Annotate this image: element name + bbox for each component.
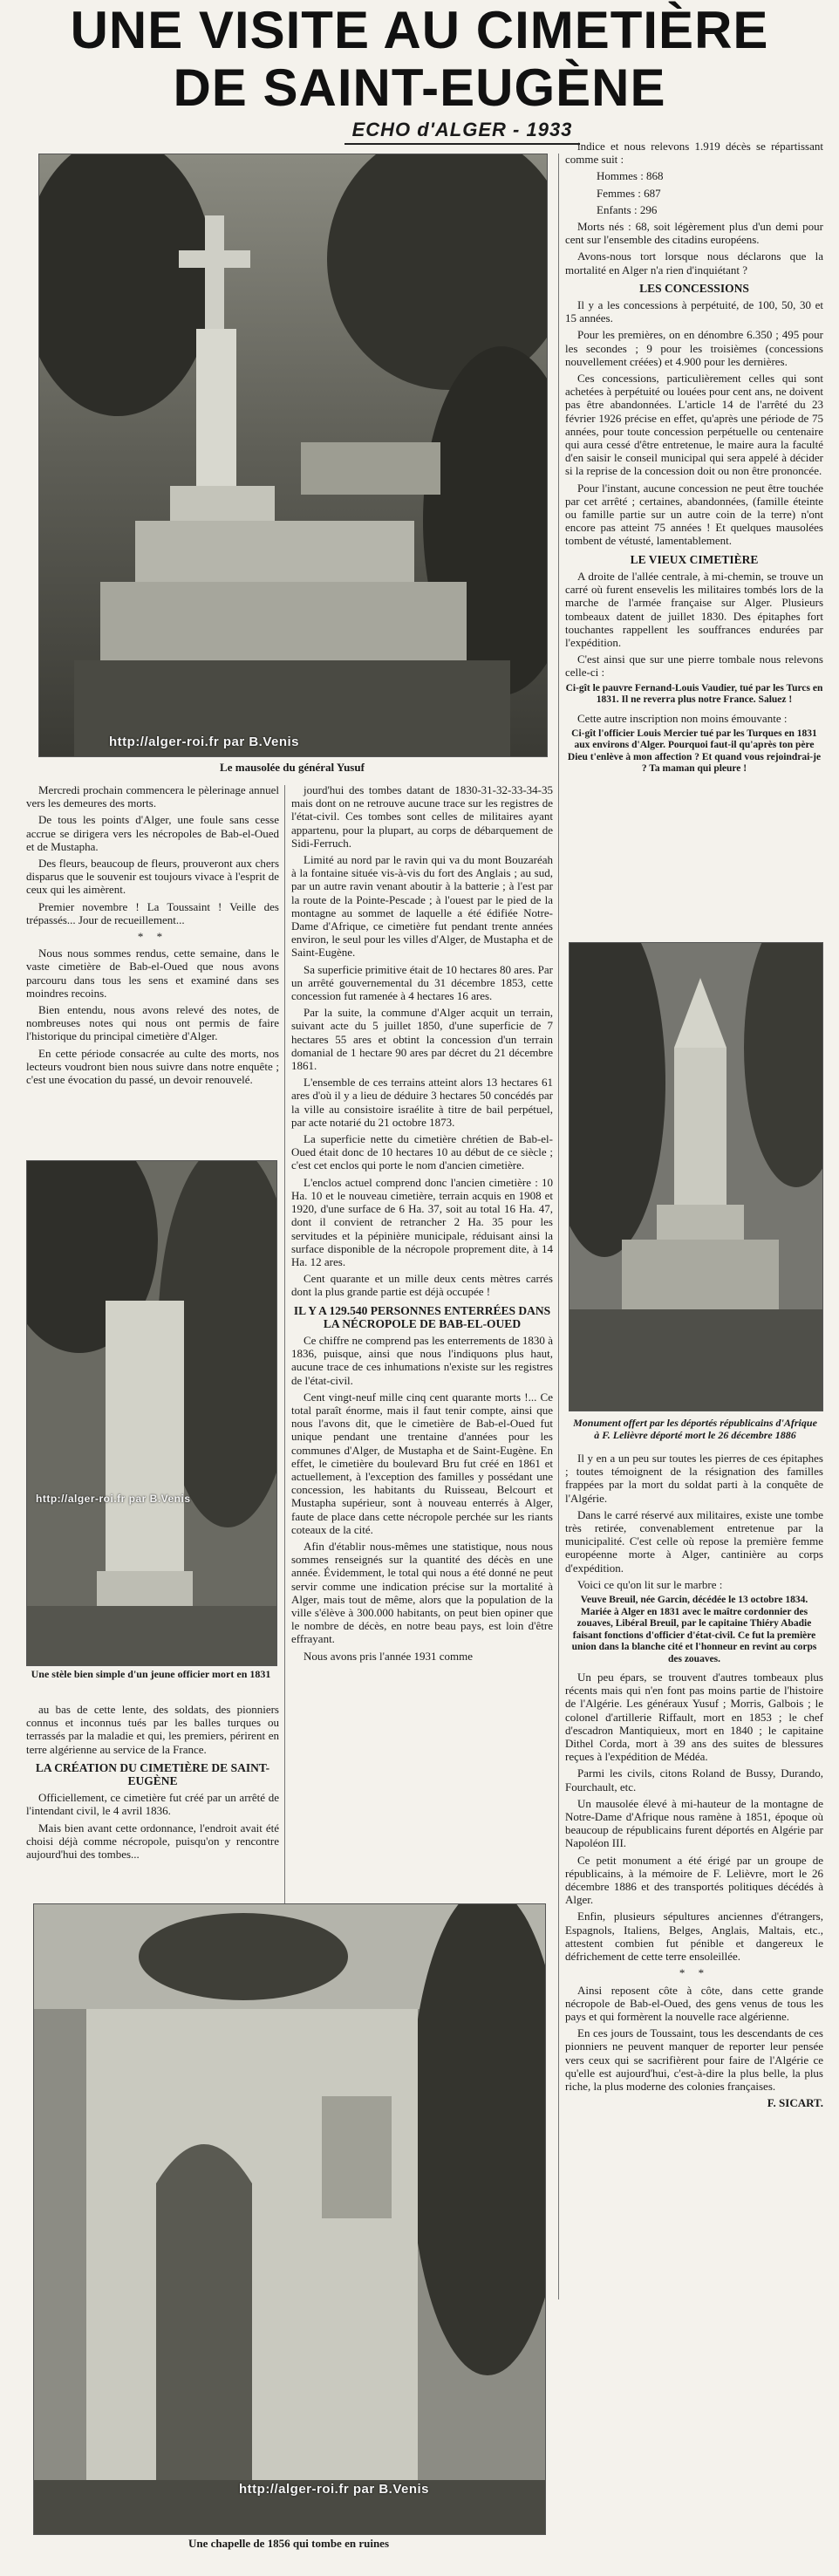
paragraph: Dans le carré réservé aux militaires, existe une tombe très retirée, convenablement entretenue par la municipalité. C'est celle où repose la première femme européenne morte à Alger, cantinière au corps d'expédition. xyxy=(565,1507,823,1575)
paragraph: Limité au nord par le ravin qui va du mont Bouzaréah à la fontaine située vis-à-vis du fort des Anglais ; au sud, par un autre ravin venant aboutir à la batterie ; à l'est par la route de la Pointe-Pescade ; à l'ouest par le pied de la montagne au sommet de laquelle a été édifiée Notre-Dame d'Afrique, ce cimetière fut pendant trente années environ, le seul pour les villes d'Alger, de Mustapha et de Saint-Eugène. xyxy=(291,853,553,960)
paragraph: Nous nous sommes rendus, cette semaine, dans le vaste cimetière de Bab-el-Oued que nous avons parcouru dans tous les sens et examiné dans ses moindres recoins. xyxy=(26,946,279,1000)
paragraph: De tous les points d'Alger, une foule sans cesse accrue se dirigera vers les nécropoles de Bab-el-Oued et de Mustapha. xyxy=(26,813,279,853)
photo3-caption: Monument offert par les déportés républicains d'Afrique à F. Lelièvre déporté mort le 26 décembre 1886 xyxy=(573,1417,817,1441)
section-heading: IL Y A 129.540 PERSONNES ENTERRÉES DANS LA NÉCROPOLE DE BAB-EL-OUED xyxy=(293,1303,551,1330)
monument-photo-image xyxy=(570,943,822,1411)
paragraph: L'ensemble de ces terrains atteint alors 13 hectares 61 ares d'où il y a lieu de déduire 3 hectares 50 concédés par la ville au consistoire israélite à titre de bail perpétuel, par acte notarié du 21 octobre 1873. xyxy=(291,1076,553,1129)
headline-line2: DE SAINT-EUGÈNE xyxy=(173,58,666,117)
photo-mausoleum xyxy=(38,154,548,757)
paragraph: Nous avons pris l'année 1931 comme xyxy=(304,1649,474,1663)
article-column-left-top xyxy=(26,783,279,1158)
paragraph: Ce petit monument a été érigé par un groupe de républicains, à la mémoire de F. Lelièvre, mort le 26 décembre 1886 et des transportés politiques décédés à Alger. xyxy=(565,1853,823,1907)
paragraph: au bas de cette lente, des soldats, des pionniers connus et inconnus tués par les balles turques ou terrassés par la maladie et qui, les premiers, périrent en terre algérienne au service de la France. xyxy=(26,1703,279,1756)
epitaph: Ci-gît l'officier Louis Mercier tué par les Turques en 1831 aux environs d'Alger. Pourquoi faut-il qu'après ton père Dieu t'enlève à mon affection ? Et quand vous rejoindrai-je ? Ta maman qui pleure ! xyxy=(567,728,822,775)
paragraph: jourd'hui des tombes datant de 1830-31-32-33-34-35 mais dont on ne retrouve aucune trace sur les registres de l'état-civil. Ces tombes sont celles de militaires ayant appartenu, pour la plupart, au corps de débarquement de Sidi-Ferruch. xyxy=(291,783,553,850)
stele-photo-image xyxy=(27,1161,276,1665)
paragraph: A droite de l'allée centrale, à mi-chemin, se trouve un carré où furent ensevelis les militaires tombés lors de la marche de l'armée française sur Alger. Plusieurs tombeaux datent de juillet 1830. Des épitaphes fort touchantes rappellent les souffrances endurées par l'expédition. xyxy=(565,569,823,649)
paragraph: Par la suite, la commune d'Alger acquit un terrain, suivant acte du 5 juillet 1850, d'une superficie de 7 hectares 55 ares et obtint la concession d'un terrain domanial de 1 hectare 90 ares par décret du 21 décembre 1861. xyxy=(291,1006,553,1073)
photo1-caption: Le mausolée du général Yusuf xyxy=(220,761,365,774)
paragraph: Pour les premières, on en dénombre 6.350 ; 495 pour les secondes ; 9 pour les troisièmes (concessions nouvellement créées) et 4.900 pour les dernières. xyxy=(565,328,823,368)
paragraph: Sa superficie primitive était de 10 hectares 80 ares. Par un arrêté gouvernemental du 31 décembre 1853, cette concession fut ramenée à 4 hectares 16 ares. xyxy=(291,962,553,1003)
paragraph: Morts nés : 68, soit légèrement plus d'un demi pour cent sur l'ensemble des citadins européens. xyxy=(565,220,823,247)
paragraph: Il y a les concessions à perpétuité, de 100, 50, 30 et 15 années. xyxy=(565,298,823,325)
paragraph: Mercredi prochain commencera le pèlerinage annuel vers les demeures des morts. xyxy=(26,783,279,810)
epitaph: Ci-gît le pauvre Fernand-Louis Vaudier, tué par les Turcs en 1831. Il ne reverra plus notre France. Saluez ! xyxy=(565,682,823,706)
paragraph: Officiellement, ce cimetière fut créé par un arrêté de l'intendant civil, le 4 avril 1836. xyxy=(26,1791,279,1818)
stat-women: Femmes : 687 xyxy=(597,186,661,200)
photo-lelievre-monument xyxy=(569,942,823,1411)
paragraph: Mais bien avant cette ordonnance, l'endroit avait été choisi déjà comme nécropole, puisqu'on y rencontre aujourd'hui des tombes... xyxy=(26,1821,279,1862)
author-signature: F. SICART. xyxy=(767,2096,823,2110)
paragraph: Enfin, plusieurs sépultures anciennes d'étrangers, Espagnols, Italiens, Belges, Anglais, Maltais, etc., attestent combien fut pénible et dangereux le défrichement de cette terre ensoleillée. xyxy=(565,1910,823,1964)
watermark: http://alger-roi.fr par B.Venis xyxy=(36,1493,191,1505)
paragraph: Afin d'établir nous-mêmes une statistique, nous nous sommes renseignés sur la quantité des décès en une année. Évidemment, le total qui nous a été donné ne peut servir comme une indication précise sur la mortalité à Alger, mais tout de même, alors que la population de la ville s'élève à 300.000 habitants, on peut bien opiner que le nombre de décès, en notre beau pays, est loin d'être effrayant. xyxy=(291,1539,553,1646)
source-label: ECHO d'ALGER - 1933 xyxy=(351,119,573,140)
paragraph: Des fleurs, beaucoup de fleurs, prouveront aux chers disparus que le souvenir est toujours vivace à l'esprit de ceux qui les aimèrent. xyxy=(26,857,279,897)
paragraph: Ces concessions, particulièrement celles qui sont achetées à perpétuité ou louées pour cent ans, ne doivent pas être abandonnées. L'article 14 de l'arrêté du 23 février 1926 précise en effet, qu'après une période de 75 années, pour toute concession perpétuelle ou centenaire qui aura cessé d'être entretenue, le maire aura la faculté d'en saisir le conseil municipal qui sera appelé à décider si la reprise de la concession doit ou non être prononcée. xyxy=(565,372,823,478)
paragraph: Cent quarante et un mille deux cents mètres carrés dont la plus grande partie est déjà occupée ! xyxy=(291,1272,553,1299)
watermark: http://alger-roi.fr par B.Venis xyxy=(109,735,300,749)
article-column-right-top xyxy=(565,140,823,935)
stat-children: Enfants : 296 xyxy=(597,202,658,216)
section-heading: LE VIEUX CIMETIÈRE xyxy=(630,552,759,566)
paragraph: Premier novembre ! La Toussaint ! Veille des trépassés... Jour de recueillement... xyxy=(26,899,279,926)
paragraph: La superficie nette du cimetière chrétien de Bab-el-Oued était donc de 10 hectares 10 au début de ce siècle ; c'est cet enclos qui porte le nom d'ancien cimetière. xyxy=(291,1132,553,1172)
mausoleum-photo-image xyxy=(39,154,547,756)
column-rule xyxy=(284,785,285,1903)
paragraph: L'enclos actuel comprend donc l'ancien cimetière : 10 Ha. 10 et le nouveau cimetière, terrain acquis en 1908 et 1920, d'une surface de 6 Ha. 37, soit au total 16 Ha. 47, dont il convient de retrancher 2 Ha. 35 pour les servitudes et la pépinière municipale, réduisant ainsi la surface disponible de la nécropole proprement dite, à 14 Ha. 12 ares. xyxy=(291,1175,553,1268)
paragraph: Cette autre inscription non moins émouvante : xyxy=(577,711,788,725)
section-divider: * * xyxy=(679,1966,710,1980)
paragraph: C'est ainsi que sur une pierre tombale nous relevons celle-ci : xyxy=(565,653,823,680)
photo-stele xyxy=(26,1160,277,1666)
photo-chapel xyxy=(33,1903,546,2535)
paragraph: Parmi les civils, citons Roland de Bussy, Durando, Fourchault, etc. xyxy=(565,1766,823,1794)
source-underline xyxy=(344,143,580,145)
paragraph: En cette période consacrée au culte des morts, nos lecteurs voudront bien nous suivre dans notre enquête ; c'est une évocation du passé, un devoir renouvelé. xyxy=(26,1046,279,1087)
article-column-middle xyxy=(291,783,553,1902)
paragraph: Voici ce qu'on lit sur le marbre : xyxy=(577,1577,723,1591)
paragraph: Avons-nous tort lorsque nous déclarons que la mortalité en Alger n'a rien d'inquiétant ? xyxy=(565,249,823,277)
headline-line1: UNE VISITE AU CIMETIÈRE xyxy=(70,1,769,59)
section-divider: * * xyxy=(137,930,168,944)
paragraph: Ainsi reposent côte à côte, dans cette grande nécropole de Bab-el-Oued, des gens venus de tous les pays et qui formèrent la nouvelle race algérienne. xyxy=(565,1983,823,2023)
column-rule xyxy=(558,154,559,2299)
paragraph: Un mausolée élevé à mi-hauteur de la montagne de Notre-Dame d'Afrique nous ramène à 1851, époque où beaucoup de républicains furent déportés en Algérie par Napoléon III. xyxy=(565,1796,823,1850)
photo4-caption: Une chapelle de 1856 qui tombe en ruines xyxy=(188,2537,390,2550)
epitaph: Veuve Breuil, née Garcin, décédée le 13 octobre 1834. Mariée à Alger en 1831 avec le maître cordonnier des zouaves, Libéral Breuil, par le capitaine Thiéry Abadie faisant fonctions d'officier d'état-civil. Ce fut la première union dans la blanche cité et l'honneur en revint au corps des zouaves. xyxy=(571,1595,817,1664)
paragraph: Ce chiffre ne comprend pas les enterrements de 1830 à 1836, puisque, ainsi que nous l'indiquons plus haut, aucune trace de ces inhumations n'existe sur les registres de l'état-civil. xyxy=(291,1333,553,1387)
article-column-left-bottom xyxy=(26,1703,279,1902)
section-heading: LA CRÉATION DU CIMETIÈRE DE SAINT-EUGÈNE xyxy=(35,1760,270,1788)
stat-men: Hommes : 868 xyxy=(597,169,664,183)
paragraph: Pour l'instant, aucune concession ne peut être touchée par cet arrêté ; certaines, abandonnées, (famille éteinte ou famille partie sur un autre coin de la terre) n'ont encore pas atteint 75 années ! Et quelques mausolées tombent de vétusté, lamentablement. xyxy=(565,481,823,548)
chapel-photo-image xyxy=(34,1904,545,2534)
section-heading: LES CONCESSIONS xyxy=(639,281,749,295)
paragraph: En ces jours de Toussaint, tous les descendants de ces pionniers ne peuvent manquer de reporter leur pensée vers ceux qui se sacrifièrent pour faire de l'Algérie ce qu'elle est aujourd'hui, c'est-à-dire la plus belle, la plus riche, la plus moderne des colonies françaises. xyxy=(565,2026,823,2093)
paragraph: Un peu épars, se trouvent d'autres tombeaux plus récents mais qui n'en font pas moins partie de l'histoire de l'Algérie. Les généraux Yusuf ; Morris, Galbois ; le colonel d'artillerie Riffault, mort en 1853 ; le chef d'escadron Mantiquieux, mort en 1840 ; le capitaine Dithel Corda, mort à 39 ans des suites de blessures reçues à l'expédition de Médéa. xyxy=(565,1671,823,1764)
paragraph: indice et nous relevons 1.919 décès se répartissant comme suit : xyxy=(565,140,823,167)
paragraph: Il y en a un peu sur toutes les pierres de ces épitaphes ; toutes témoignent de la résignation des familles frappées par la mort du soldat parti à la conquête de l'Algérie. xyxy=(565,1452,823,1505)
watermark: http://alger-roi.fr par B.Venis xyxy=(239,2482,430,2497)
photo2-caption: Une stèle bien simple d'un jeune officier mort en 1831 xyxy=(31,1668,271,1680)
paragraph: Bien entendu, nous avons relevé des notes, de nombreuses notes qui nous ont permis de faire l'historique du principal cimetière d'Alger. xyxy=(26,1003,279,1043)
paragraph: Cent vingt-neuf mille cinq cent quarante morts !... Ce total paraît énorme, mais il faut tenir compte, ainsi que nous l'avons dit, que le cimetière de Bab-el-Oued fut unique pendant une trentaine d'années pour les communes d'Alger, de Mustapha et de Saint-Eugène. En effet, le cimetière du boulevard Bru fut créé en 1861 et actuellement, à l'exception des familles y possédant une concession, les habitants du Ruisseau, Belcourt et Mustapha supérieur, sont à nouveau enterrés à Alger, faute de place dans cette nécropole perchée sur les riants coteaux de la cité. xyxy=(291,1390,553,1536)
article-column-right-bottom xyxy=(565,1452,823,2306)
